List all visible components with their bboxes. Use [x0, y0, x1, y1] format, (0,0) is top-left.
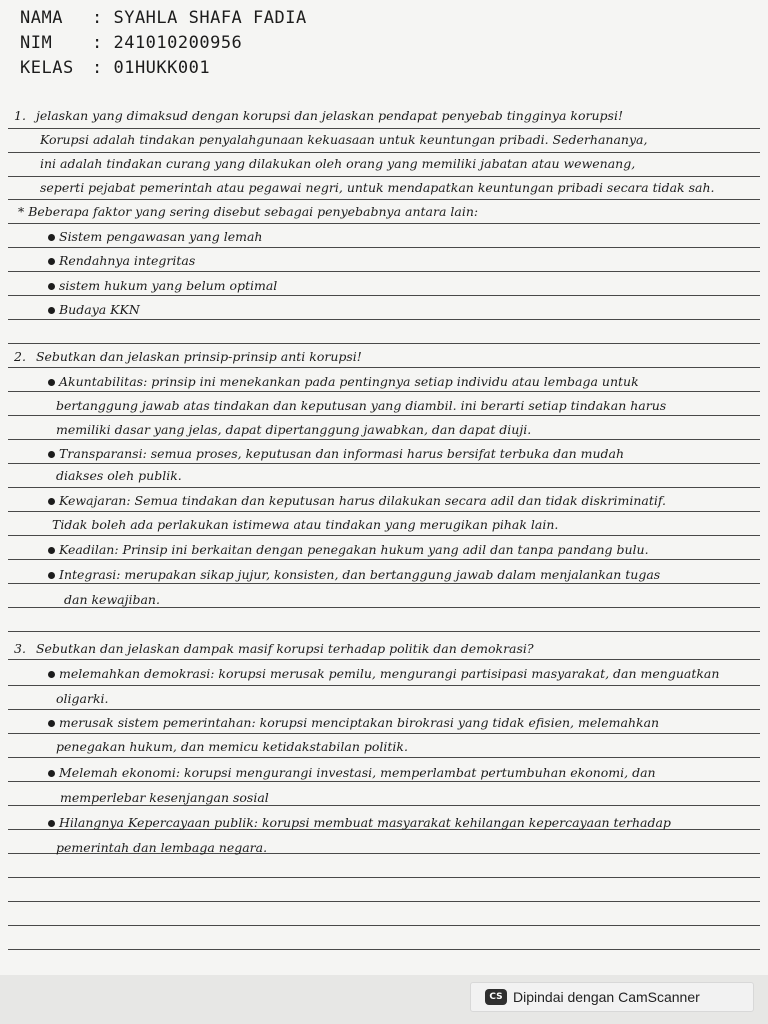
ruled-line — [8, 559, 760, 560]
bullet-dot-icon — [48, 671, 55, 678]
ruled-line — [8, 781, 760, 782]
ruled-line — [8, 925, 760, 926]
bullet-dot-icon — [48, 820, 55, 827]
ruled-line — [8, 709, 760, 710]
bullet-dot-icon — [48, 770, 55, 777]
ruled-line — [8, 271, 760, 272]
q2-line: dan kewajiban. — [64, 592, 160, 607]
ruled-line — [8, 367, 760, 368]
ruled-line — [8, 463, 760, 464]
kelas-label: KELAS — [20, 58, 74, 78]
q1-bullet: sistem hukum yang belum optimal — [48, 278, 758, 294]
q2-question — [14, 349, 758, 365]
bullet-dot-icon — [48, 720, 55, 727]
ruled-line — [8, 319, 760, 320]
q1-question — [14, 108, 758, 124]
ruled-line — [8, 511, 760, 512]
q1-number: 1. — [14, 108, 26, 123]
bullet-dot-icon — [48, 283, 55, 290]
q1-line: jelaskan yang dimaksud dengan korupsi dan jelaskan pendapat penyebab tingginya korupsi! — [35, 108, 623, 123]
bullet-dot-icon — [48, 572, 55, 579]
bullet-dot-icon — [48, 307, 55, 314]
q3-bullet: Melemah ekonomi: korupsi mengurangi investasi, memperlambat pertumbuhan ekonomi, dan — [48, 765, 758, 781]
nim-value: : 241010200956 — [92, 33, 243, 53]
ruled-line — [8, 733, 760, 734]
ruled-line — [8, 685, 760, 686]
q3-bullet: merusak sistem pemerintahan: korupsi menciptakan birokrasi yang tidak efisien, melemahkan — [48, 715, 758, 731]
q2-bullet: Kewajaran: Semua tindakan dan keputusan harus dilakukan secara adil dan tidak diskriminatif. — [48, 493, 758, 509]
q2-line: bertanggung jawab atas tindakan dan keputusan yang diambil. ini berarti setiap tindakan harus — [56, 398, 667, 413]
ruled-line — [8, 583, 760, 584]
q3-line: memperlebar kesenjangan sosial — [60, 790, 269, 805]
bullet-dot-icon — [48, 258, 55, 265]
bullet-dot-icon — [48, 234, 55, 241]
ruled-line — [8, 487, 760, 488]
nama-value: : SYAHLA SHAFA FADIA — [92, 8, 307, 28]
ruled-line — [8, 176, 760, 177]
q2-line: memiliki dasar yang jelas, dapat dipertanggung jawabkan, dan dapat diuji. — [56, 422, 532, 437]
q2-bullet: Akuntabilitas: prinsip ini menekankan pada pentingnya setiap individu atau lembaga untuk — [48, 374, 758, 390]
bullet-dot-icon — [48, 379, 55, 386]
camscanner-watermark — [470, 982, 754, 1012]
camscanner-logo-icon: CS — [485, 989, 507, 1005]
q3-line: pemerintah dan lembaga negara. — [56, 840, 268, 855]
ruled-line — [8, 901, 760, 902]
ruled-line — [8, 343, 760, 344]
ruled-line — [8, 199, 760, 200]
bullet-dot-icon — [48, 547, 55, 554]
ruled-line — [8, 877, 760, 878]
q1-bullet: Rendahnya integritas — [48, 253, 758, 269]
q3-bullet: Hilangnya Kepercayaan publik: korupsi membuat masyarakat kehilangan kepercayaan terhadap — [48, 815, 758, 831]
q2-line: Sebutkan dan jelaskan prinsip-prinsip anti korupsi! — [35, 349, 362, 364]
ruled-line — [8, 757, 760, 758]
q2-number: 2. — [14, 349, 26, 364]
q3-number: 3. — [14, 641, 26, 656]
q2-bullet: Transparansi: semua proses, keputusan dan informasi harus bersifat terbuka dan mudah — [48, 446, 758, 462]
q3-question — [14, 641, 758, 657]
kelas-value: : 01HUKK001 — [92, 58, 211, 78]
q3-line: oligarki. — [56, 691, 109, 706]
q3-bullet: melemahkan demokrasi: korupsi merusak pemilu, mengurangi partisipasi masyarakat, dan menguatkan — [48, 666, 758, 682]
q2-line: Tidak boleh ada perlakukan istimewa atau tindakan yang merugikan pihak lain. — [52, 517, 559, 532]
q1-bullet: Sistem pengawasan yang lemah — [48, 229, 758, 245]
ruled-line — [8, 659, 760, 660]
q2-line: diakses oleh publik. — [56, 468, 182, 483]
q1-line: Korupsi adalah tindakan penyalahgunaan kekuasaan untuk keuntungan pribadi. Sederhananya, — [40, 132, 648, 147]
q3-line: Sebutkan dan jelaskan dampak masif korupsi terhadap politik dan demokrasi? — [35, 641, 534, 656]
nama-label: NAMA — [20, 8, 63, 28]
q2-bullet: Keadilan: Prinsip ini berkaitan dengan penegakan hukum yang adil dan tanpa pandang bulu. — [48, 542, 758, 558]
q1-factors-intro: * Beberapa faktor yang sering disebut sebagai penyebabnya antara lain: — [18, 204, 479, 219]
q2-bullet: Integrasi: merupakan sikap jujur, konsisten, dan bertanggung jawab dalam menjalankan tugas — [48, 567, 758, 583]
ruled-line — [8, 631, 760, 632]
ruled-line — [8, 295, 760, 296]
ruled-line — [8, 949, 760, 950]
bullet-dot-icon — [48, 451, 55, 458]
watermark-text: Dipindai dengan CamScanner — [513, 989, 700, 1005]
ruled-line — [8, 439, 760, 440]
q1-line: ini adalah tindakan curang yang dilakukan oleh orang yang memiliki jabatan atau wewenang, — [40, 156, 636, 171]
ruled-line — [8, 223, 760, 224]
student-header — [20, 6, 307, 81]
ruled-line — [8, 128, 760, 129]
q3-line: penegakan hukum, dan memicu ketidakstabilan politik. — [56, 739, 408, 754]
q1-bullet: Budaya KKN — [48, 302, 758, 318]
ruled-line — [8, 391, 760, 392]
bullet-dot-icon — [48, 498, 55, 505]
ruled-line — [8, 415, 760, 416]
ruled-line — [8, 535, 760, 536]
nim-label: NIM — [20, 33, 53, 53]
q1-line: seperti pejabat pemerintah atau pegawai negri, untuk mendapatkan keuntungan pribadi secara tidak sah. — [40, 180, 715, 195]
ruled-line — [8, 152, 760, 153]
ruled-line — [8, 247, 760, 248]
